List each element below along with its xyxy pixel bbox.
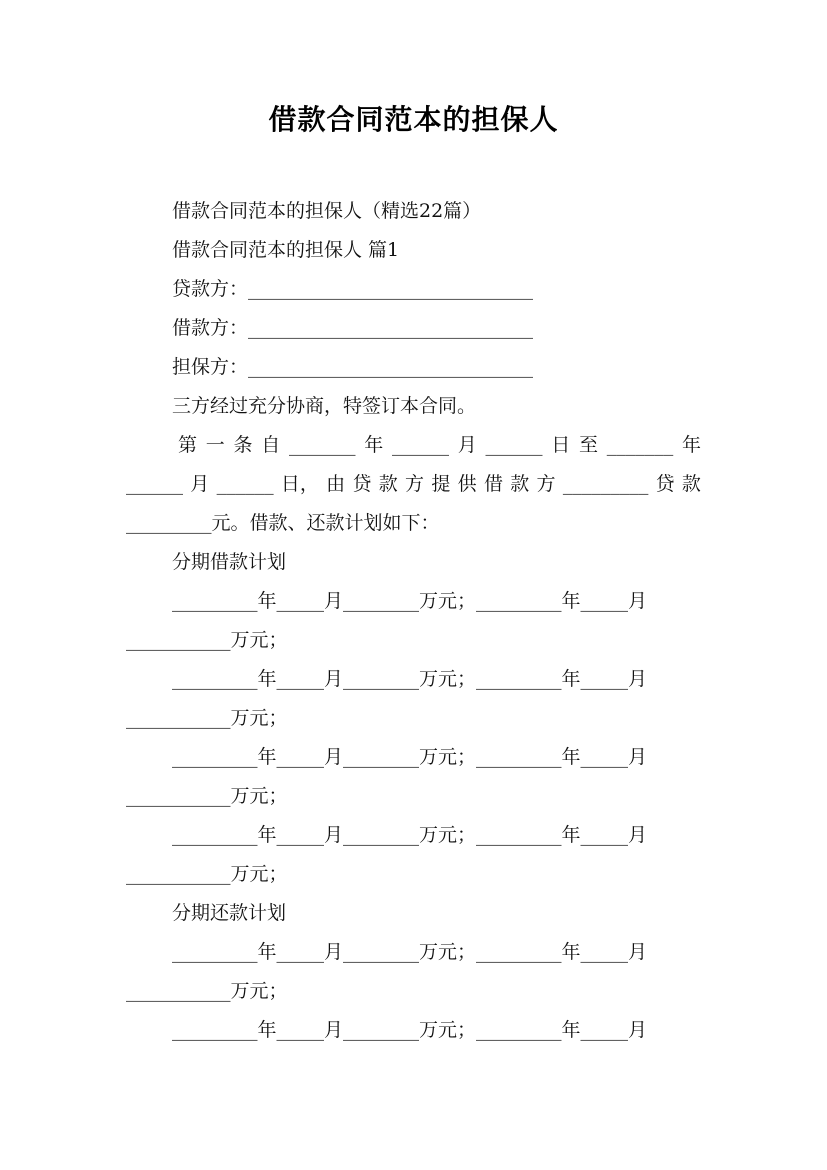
document-title: 借款合同范本的担保人 [268, 103, 559, 136]
borrow-plan-row-cont: ___________万元； [126, 785, 288, 807]
borrower-line: 借款方：______________________________ [172, 317, 534, 339]
borrow-plan-row: _________年_____月________万元；_________年_____月 [172, 590, 648, 612]
borrow-plan-row: _________年_____月________万元；_________年_____月 [172, 824, 648, 846]
repay-plan-row: _________年_____月________万元；_________年_____月 [172, 941, 648, 963]
guarantor-line: 担保方：______________________________ [172, 356, 534, 378]
borrow-plan-heading: 分期借款计划 [172, 551, 287, 573]
agreement-sentence: 三方经过充分协商，特签订本合同。 [172, 395, 477, 417]
subtitle: 借款合同范本的担保人（精选22篇） [172, 200, 482, 222]
repay-plan-heading: 分期还款计划 [172, 902, 287, 924]
repay-plan-row: _________年_____月________万元；_________年_____月 [172, 1019, 648, 1041]
clause-1-line-3: _________元。借款、还款计划如下： [126, 512, 440, 534]
clause-1-line-1: 第 一 条 自 _______ 年 ______ 月 ______ 日 至 _______ 年 [178, 434, 701, 456]
borrow-plan-row-cont: ___________万元； [126, 707, 288, 729]
borrow-plan-row: _________年_____月________万元；_________年_____月 [172, 746, 648, 768]
clause-1-line-2: ______ 月 ______ 日， 由 贷 款 方 提 供 借 款 方 _________ 贷 款 [126, 473, 701, 495]
lender-line: 贷款方：______________________________ [172, 278, 534, 300]
borrow-plan-row-cont: ___________万元； [126, 629, 288, 651]
repay-plan-row-cont: ___________万元； [126, 980, 288, 1002]
borrow-plan-row: _________年_____月________万元；_________年_____月 [172, 668, 648, 690]
borrow-plan-row-cont: ___________万元； [126, 863, 288, 885]
section-heading: 借款合同范本的担保人 篇1 [172, 239, 400, 261]
